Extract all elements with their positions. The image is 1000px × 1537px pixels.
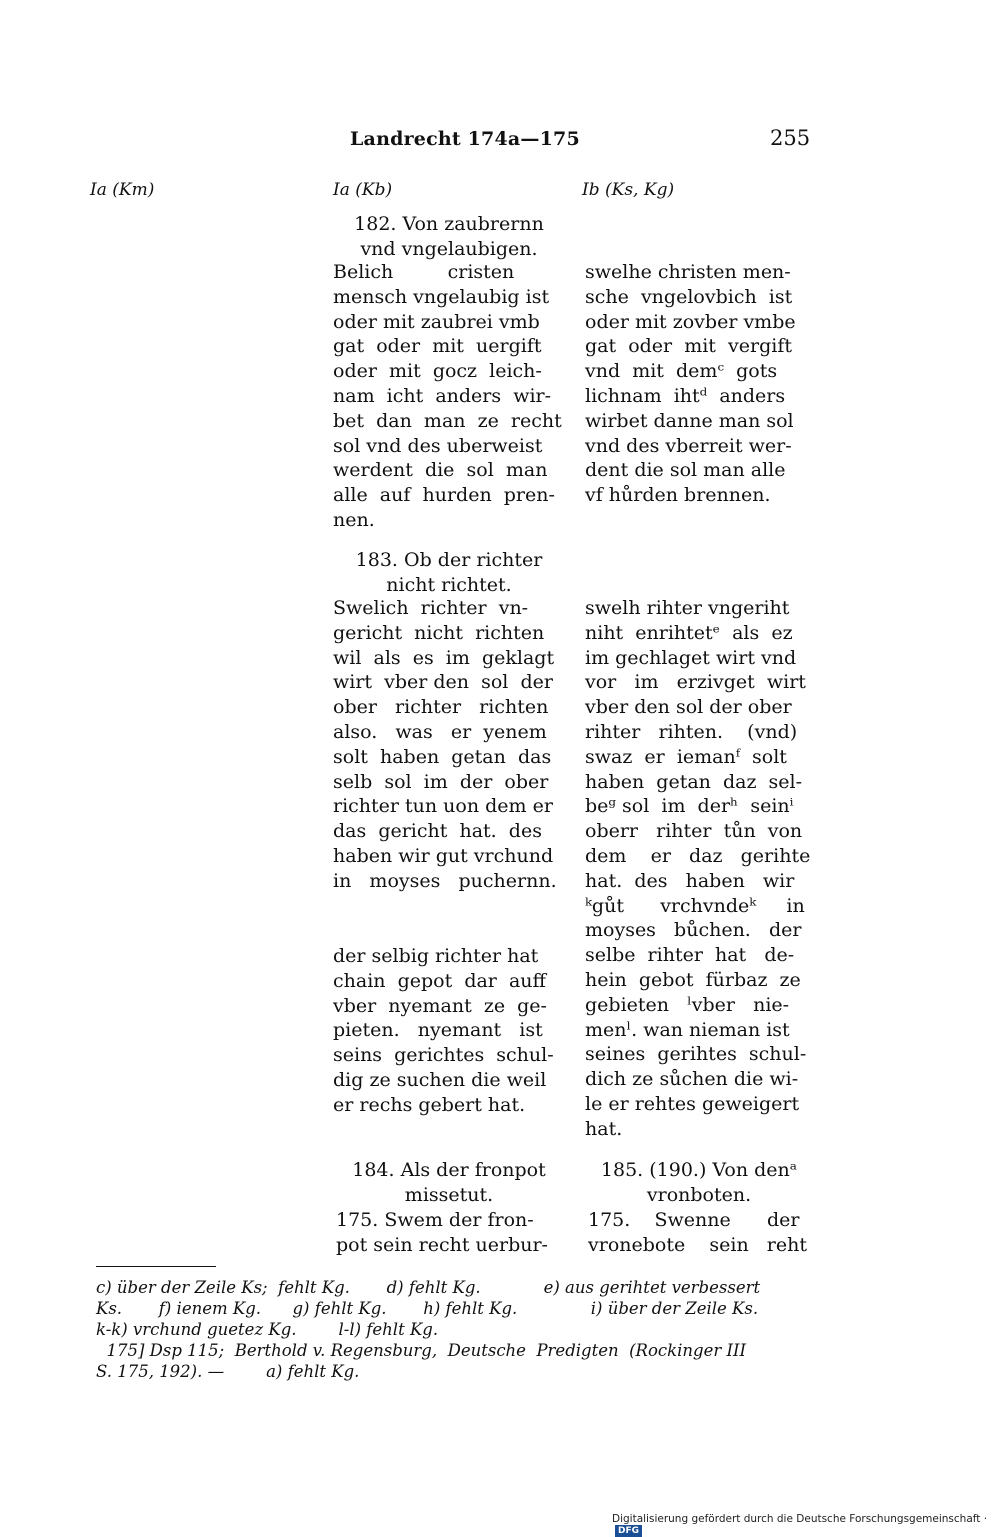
section-183-text-kb-part1: Swelich richter vn- gericht nicht richten wil als es im geklagt wirt vber den sol der ober richter richten also. was er yenem solt haben getan das selb sol im der ober richter tun uon dem er das gericht hat. des haben wir gut vrchund in moyses puchernn.: [333, 597, 557, 892]
footnote-line-2: Ks. f) ienem Kg. g) fehlt Kg. h) fehlt Kg. i) über der Zeile Ks.: [96, 1299, 759, 1318]
dfg-logo: DFG: [615, 1525, 642, 1537]
section-185-text-ks: 175. Swenne der vronebote sein reht: [588, 1209, 808, 1256]
section-184-text-kb: 175. Swem der fron- pot sein recht uerbur-: [336, 1209, 548, 1256]
page-number: 255: [770, 126, 811, 150]
section-182-text-ks: swelhe christen men- sche vngelovbich ist oder mit zovber vmbe gat oder mit vergift vnd mit demᶜ gots lichnam ihtᵈ anders wirbet danne man sol vnd des vberreit wer- dent die sol man alle vf hůrden brennen.: [585, 261, 796, 507]
section-182-heading: 182. Von zaubrernn vnd vngelaubigen.: [354, 213, 544, 260]
section-184-heading: 184. Als der fronpot missetut.: [352, 1159, 546, 1206]
footnote-line-5: S. 175, 192). — a) fehlt Kg.: [96, 1362, 360, 1381]
credit-text: Digitalisierung gefördert durch die Deutsche Forschungsgemeinschaft ·: [612, 1513, 988, 1525]
column-heading-ks: Ib (Ks, Kg): [582, 180, 675, 200]
section-182-text-kb: Belich cristen mensch vngelaubig ist oder mit zaubrei vmb gat oder mit uergift oder mit gocz leich- nam icht anders wir- bet dan man ze recht sol vnd des uberweist werdent die sol man alle auf hurden pren- nen.: [333, 261, 562, 531]
section-183-heading: 183. Ob der richter nicht richtet.: [355, 549, 543, 596]
section-183-text-kb-part2: der selbig richter hat chain gepot dar auff vber nyemant ze ge- pieten. nyemant ist seins gerichtes schul- dig ze suchen die weil er rechs gebert hat.: [333, 945, 554, 1116]
section-183-text-ks: swelh rihter vngeriht niht enrihtetᵉ als ez im gechlaget wirt vnd vor im erzivget wirt vber den sol der ober rihter rihten. (vnd) swaz er iemanᶠ solt haben getan daz sel- beᵍ sol im derʰ seinⁱ oberr rihter tůn von dem er daz gerihte hat. des haben wir ᵏgůt vrchvndeᵏ in moyses bůchen. der selbe rihter hat de- hein gebot fürbaz ze gebieten ˡvber nie- menˡ. wan nieman ist seines gerihtes schul- dich ze sůchen die wi- le er rehtes geweigert hat.: [585, 597, 811, 1140]
footnote-line-3: k-k) vrchund guetez Kg. l-l) fehlt Kg.: [96, 1320, 439, 1339]
section-185-heading: 185. (190.) Von denᵃ vronboten.: [600, 1159, 798, 1206]
column-heading-km: Ia (Km): [90, 180, 155, 200]
column-heading-kb: Ia (Kb): [333, 180, 393, 200]
digitization-credit: [612, 1513, 1000, 1537]
footnote-rule: [96, 1266, 216, 1267]
footnote-line-1: c) über der Zeile Ks; fehlt Kg. d) fehlt Kg. e) aus gerihtet verbessert: [96, 1278, 761, 1297]
footnote-line-4: 175] Dsp 115; Berthold v. Regensburg, Deutsche Predigten (Rockinger III: [96, 1341, 747, 1360]
running-title: Landrecht 174a—175: [350, 128, 580, 150]
